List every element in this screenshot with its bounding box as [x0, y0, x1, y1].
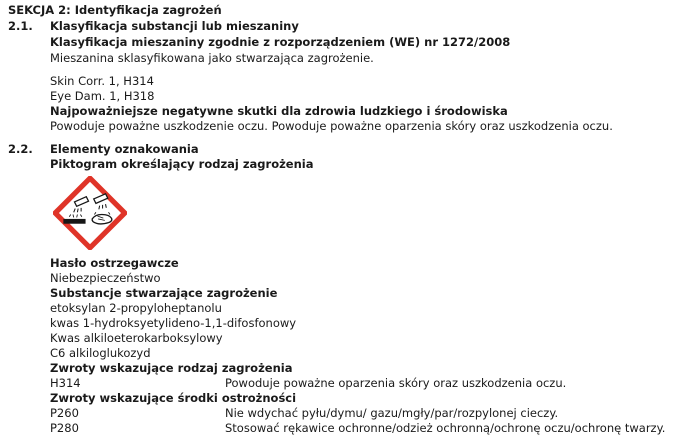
precautionary-statement-row: [50, 406, 690, 421]
adverse-effects-heading: Najpoważniejsze negatywne skutki dla zdrowia ludzkiego i środowiska: [50, 104, 508, 118]
precautionary-statement-code: P260: [50, 406, 79, 420]
classification-list: [50, 74, 690, 134]
section-2-block: [8, 2, 690, 66]
hazard-statement-row: [50, 376, 690, 391]
hazardous-substance-item: etoksylan 2-propyloheptanolu: [50, 301, 222, 315]
signal-word: Niebezpieczeństwo: [50, 271, 161, 285]
classification-item: Skin Corr. 1, H314: [50, 74, 154, 88]
precautionary-statement-text: Nie wdychać pyłu/dymu/ gazu/mgły/par/rozpylonej cieczy.: [225, 406, 559, 420]
precautionary-statement-text: Stosować rękawice ochronne/odzież ochronną/ochronę oczu/ochronę twarzy.: [225, 421, 666, 435]
hazardous-substance-item: Kwas alkiloeterokarboksylowy: [50, 331, 223, 345]
clp-classification-heading: Klasyfikacja mieszaniny zgodnie z rozporządzeniem (WE) nr 1272/2008: [50, 35, 511, 49]
hazard-statement-code: H314: [50, 376, 81, 390]
subsection-2-2-heading-row: [8, 142, 690, 157]
subsection-2-2-title: Elementy oznakowania: [50, 142, 199, 156]
pictogram-heading: Piktogram określający rodzaj zagrożenia: [50, 157, 314, 171]
signal-word-heading: Hasło ostrzegawcze: [50, 256, 179, 270]
subsection-2-1-number: 2.1.: [8, 19, 33, 33]
subsection-2-1-heading-row: [8, 18, 690, 34]
section-title: SEKCJA 2: Identyfikacja zagrożeń: [8, 3, 222, 17]
precautionary-statements-heading: Zwroty wskazujące środki ostrożności: [50, 391, 297, 405]
hazardous-substance-item: C6 alkiloglukozyd: [50, 346, 151, 360]
subsection-2-2-number: 2.2.: [8, 142, 33, 156]
classification-item: Eye Dam. 1, H318: [50, 89, 155, 103]
precautionary-statement-row: [50, 421, 690, 436]
hazardous-substance-item: kwas 1-hydroksyetylideno-1,1-difosfonowy: [50, 316, 297, 330]
hazard-statement-text: Powoduje poważne oparzenia skóry oraz uszkodzenia oczu.: [225, 376, 567, 390]
subsection-2-1-title: Klasyfikacja substancji lub mieszaniny: [50, 19, 299, 33]
adverse-effects-text: Powoduje poważne uszkodzenie oczu. Powoduje poważne oparzenia skóry oraz uszkodzenia oczu.: [50, 119, 613, 133]
ghs05-corrosion-pictogram-icon: [53, 176, 127, 250]
spacer: [8, 66, 690, 74]
hazardous-substances-heading: Substancje stwarzające zagrożenie: [50, 286, 278, 300]
clp-classification-text: Mieszanina sklasyfikowana jako stwarzająca zagrożenie.: [50, 51, 374, 65]
precautionary-statement-code: P280: [50, 421, 79, 435]
hazard-statements-heading: Zwroty wskazujące rodzaj zagrożenia: [50, 361, 293, 375]
